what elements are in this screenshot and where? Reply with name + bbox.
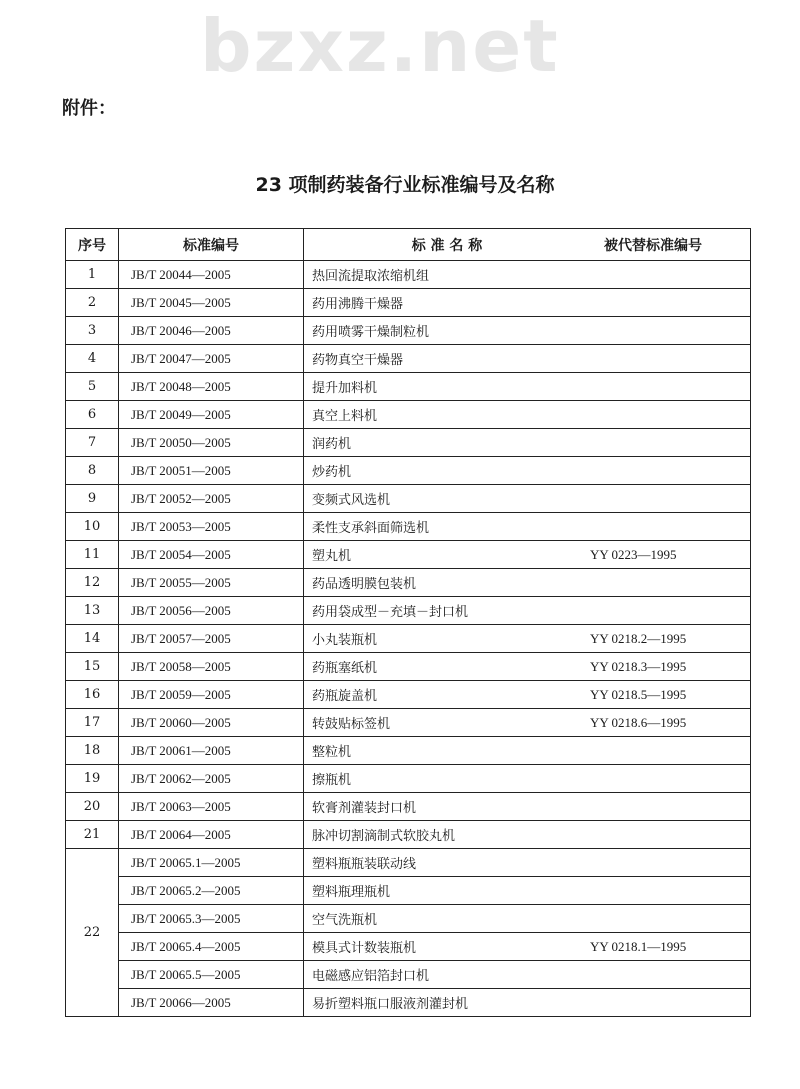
standard-name: 药用喷雾干燥制粒机 — [304, 317, 591, 345]
row-number: 14 — [66, 625, 119, 653]
header-replaced: 被代替标准编号 — [590, 229, 751, 261]
row-number: 7 — [66, 429, 119, 457]
standard-name: 药瓶塞纸机 — [304, 653, 591, 681]
standard-name: 热回流提取浓缩机组 — [304, 261, 591, 289]
row-number: 5 — [66, 373, 119, 401]
table-row — [66, 317, 751, 345]
header-code: 标准编号 — [119, 229, 304, 261]
row-number: 6 — [66, 401, 119, 429]
standard-name: 真空上料机 — [304, 401, 591, 429]
replaced-standard-code: YY 0223—1995 — [590, 541, 751, 569]
standard-code: JB/T 20065.5—2005 — [119, 961, 304, 989]
standard-code: JB/T 20065.1—2005 — [119, 849, 304, 877]
replaced-standard-code — [590, 317, 751, 345]
row-number: 21 — [66, 821, 119, 849]
replaced-standard-code: YY 0218.6—1995 — [590, 709, 751, 737]
table-row — [66, 457, 751, 485]
replaced-standard-code — [590, 737, 751, 765]
replaced-standard-code — [590, 877, 751, 905]
row-number: 4 — [66, 345, 119, 373]
standard-name: 空气洗瓶机 — [304, 905, 591, 933]
row-number: 1 — [66, 261, 119, 289]
table-row — [66, 709, 751, 737]
standard-code: JB/T 20057—2005 — [119, 625, 304, 653]
standard-code: JB/T 20062—2005 — [119, 765, 304, 793]
row-number: 22 — [66, 849, 119, 1017]
table-row — [66, 401, 751, 429]
row-number: 11 — [66, 541, 119, 569]
row-number: 12 — [66, 569, 119, 597]
row-number: 17 — [66, 709, 119, 737]
standard-code: JB/T 20060—2005 — [119, 709, 304, 737]
standard-code: JB/T 20065.4—2005 — [119, 933, 304, 961]
replaced-standard-code — [590, 485, 751, 513]
standard-name: 塑丸机 — [304, 541, 591, 569]
row-number: 20 — [66, 793, 119, 821]
replaced-standard-code: YY 0218.2—1995 — [590, 625, 751, 653]
table-row — [66, 429, 751, 457]
row-number: 8 — [66, 457, 119, 485]
standard-name: 变频式风选机 — [304, 485, 591, 513]
table-body — [66, 261, 751, 1017]
standard-name: 塑料瓶理瓶机 — [304, 877, 591, 905]
standard-name: 电磁感应铝箔封口机 — [304, 961, 591, 989]
replaced-standard-code — [590, 373, 751, 401]
standard-code: JB/T 20056—2005 — [119, 597, 304, 625]
standard-code: JB/T 20054—2005 — [119, 541, 304, 569]
replaced-standard-code — [590, 765, 751, 793]
standard-code: JB/T 20050—2005 — [119, 429, 304, 457]
table-row — [66, 849, 751, 877]
table-row — [66, 513, 751, 541]
standard-code: JB/T 20049—2005 — [119, 401, 304, 429]
standard-name: 药用袋成型－充填－封口机 — [304, 597, 591, 625]
table-row — [66, 877, 751, 905]
standard-name: 药物真空干燥器 — [304, 345, 591, 373]
table-row — [66, 961, 751, 989]
header-no: 序号 — [66, 229, 119, 261]
table-row — [66, 373, 751, 401]
standard-code: JB/T 20059—2005 — [119, 681, 304, 709]
standard-name: 提升加料机 — [304, 373, 591, 401]
standards-table — [65, 228, 751, 1017]
table-row — [66, 793, 751, 821]
standard-code: JB/T 20048—2005 — [119, 373, 304, 401]
replaced-standard-code — [590, 905, 751, 933]
standard-code: JB/T 20066—2005 — [119, 989, 304, 1017]
row-number: 10 — [66, 513, 119, 541]
row-number: 2 — [66, 289, 119, 317]
standard-name: 整粒机 — [304, 737, 591, 765]
replaced-standard-code: YY 0218.1—1995 — [590, 933, 751, 961]
table-row — [66, 261, 751, 289]
table-row — [66, 289, 751, 317]
replaced-standard-code — [590, 429, 751, 457]
replaced-standard-code — [590, 597, 751, 625]
row-number: 3 — [66, 317, 119, 345]
table-row — [66, 765, 751, 793]
standard-name: 小丸装瓶机 — [304, 625, 591, 653]
replaced-standard-code — [590, 345, 751, 373]
replaced-standard-code — [590, 569, 751, 597]
table-row — [66, 905, 751, 933]
standard-code: JB/T 20064—2005 — [119, 821, 304, 849]
standard-name: 柔性支承斜面筛选机 — [304, 513, 591, 541]
standard-code: JB/T 20052—2005 — [119, 485, 304, 513]
standard-code: JB/T 20058—2005 — [119, 653, 304, 681]
row-number: 19 — [66, 765, 119, 793]
standard-name: 擦瓶机 — [304, 765, 591, 793]
standard-code: JB/T 20061—2005 — [119, 737, 304, 765]
table-row — [66, 485, 751, 513]
table-header-row — [66, 229, 751, 261]
row-number: 18 — [66, 737, 119, 765]
replaced-standard-code: YY 0218.5—1995 — [590, 681, 751, 709]
table-row — [66, 653, 751, 681]
standard-code: JB/T 20063—2005 — [119, 793, 304, 821]
table-row — [66, 541, 751, 569]
standard-code: JB/T 20044—2005 — [119, 261, 304, 289]
attachment-label: 附件： — [62, 98, 116, 119]
standard-code: JB/T 20045—2005 — [119, 289, 304, 317]
replaced-standard-code — [590, 401, 751, 429]
table-row — [66, 569, 751, 597]
standard-code: JB/T 20065.2—2005 — [119, 877, 304, 905]
header-name: 标 准 名 称 — [304, 229, 591, 261]
table-row — [66, 933, 751, 961]
table-row — [66, 821, 751, 849]
replaced-standard-code: YY 0218.3—1995 — [590, 653, 751, 681]
replaced-standard-code — [590, 961, 751, 989]
standard-code: JB/T 20046—2005 — [119, 317, 304, 345]
standard-name: 模具式计数装瓶机 — [304, 933, 591, 961]
standard-name: 炒药机 — [304, 457, 591, 485]
standard-name: 润药机 — [304, 429, 591, 457]
standard-name: 脉冲切割滴制式软胶丸机 — [304, 821, 591, 849]
standard-name: 转鼓贴标签机 — [304, 709, 591, 737]
table-row — [66, 345, 751, 373]
row-number: 16 — [66, 681, 119, 709]
replaced-standard-code — [590, 989, 751, 1017]
standard-name: 易折塑料瓶口服液剂灌封机 — [304, 989, 591, 1017]
replaced-standard-code — [590, 289, 751, 317]
replaced-standard-code — [590, 793, 751, 821]
standard-code: JB/T 20051—2005 — [119, 457, 304, 485]
table-row — [66, 989, 751, 1017]
row-number: 9 — [66, 485, 119, 513]
replaced-standard-code — [590, 821, 751, 849]
standard-name: 药品透明膜包装机 — [304, 569, 591, 597]
document-title: 23 项制药装备行业标准编号及名称 — [255, 174, 555, 196]
standard-name: 塑料瓶瓶装联动线 — [304, 849, 591, 877]
watermark: bzxz.net — [200, 4, 560, 88]
replaced-standard-code — [590, 261, 751, 289]
replaced-standard-code — [590, 513, 751, 541]
standard-name: 药瓶旋盖机 — [304, 681, 591, 709]
table-row — [66, 625, 751, 653]
row-number: 13 — [66, 597, 119, 625]
replaced-standard-code — [590, 457, 751, 485]
standard-code: JB/T 20055—2005 — [119, 569, 304, 597]
table-row — [66, 737, 751, 765]
standard-code: JB/T 20047—2005 — [119, 345, 304, 373]
table-row — [66, 681, 751, 709]
standard-code: JB/T 20065.3—2005 — [119, 905, 304, 933]
table-row — [66, 597, 751, 625]
standard-name: 药用沸腾干燥器 — [304, 289, 591, 317]
standard-name: 软膏剂灌装封口机 — [304, 793, 591, 821]
replaced-standard-code — [590, 849, 751, 877]
standard-code: JB/T 20053—2005 — [119, 513, 304, 541]
row-number: 15 — [66, 653, 119, 681]
